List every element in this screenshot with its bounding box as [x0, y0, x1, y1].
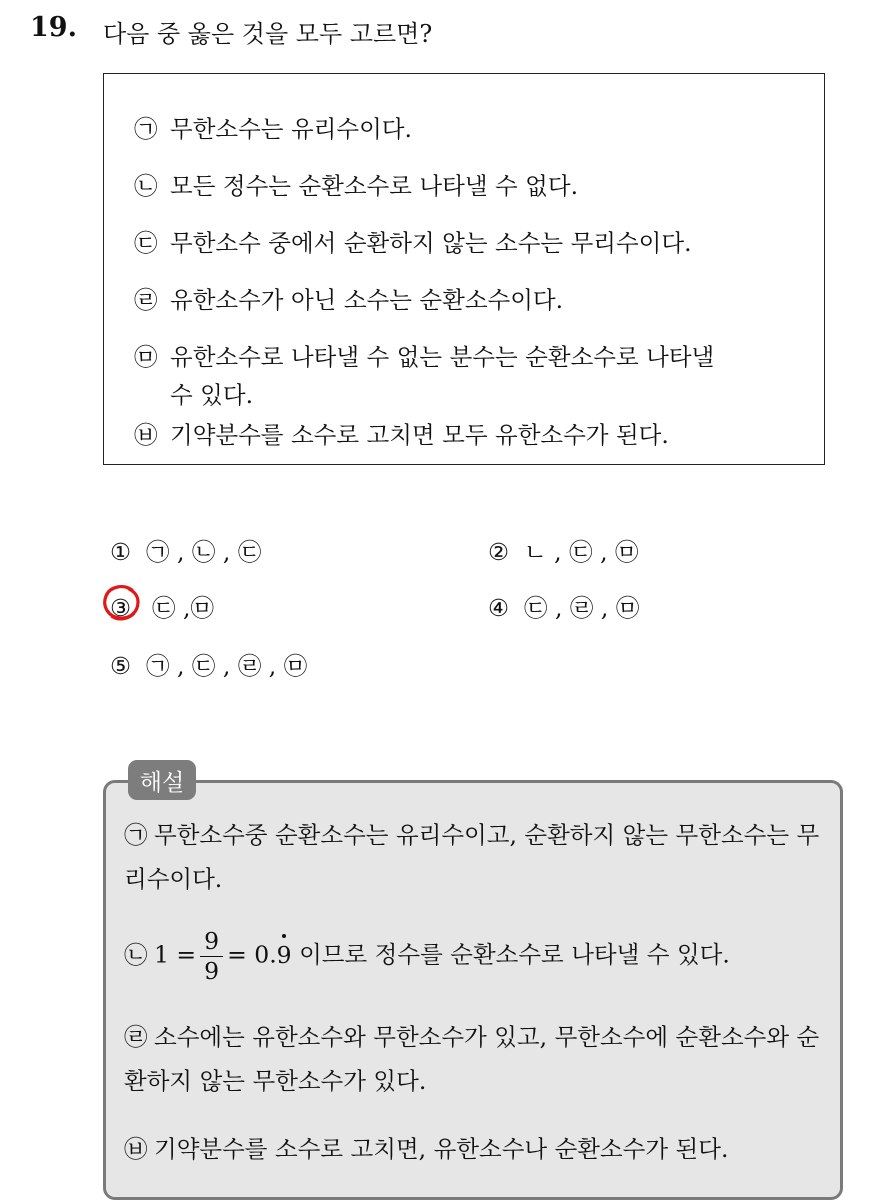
statement-text: 유한소수로 나타낼 수 없는 분수는 순환소수로 나타낼 [170, 343, 715, 371]
explanation-paragraph-3 [124, 1015, 829, 1103]
choice-number: ② [488, 538, 510, 566]
statement-continuation: 수 있다. [170, 381, 254, 409]
statement-mark: ㉤ [134, 343, 158, 371]
choice-5[interactable] [110, 647, 307, 681]
statement-mark: ㉡ [134, 172, 158, 200]
statement-text: 무한소수 중에서 순환하지 않는 소수는 무리수이다. [170, 229, 692, 257]
fraction-denominator: 9 [204, 956, 220, 985]
equation-lhs: 1 = [154, 940, 197, 969]
statement-mark: ㉥ [134, 421, 158, 449]
explanation-paragraph-2 [124, 929, 829, 983]
choice-number: ③ [110, 594, 132, 622]
statement-text: 무한소수는 유리수이다. [170, 115, 412, 143]
repeating-digit: 9 [277, 933, 292, 977]
statement-text: 모든 정수는 순환소수로 나타낼 수 없다. [170, 172, 579, 200]
statement-2 [134, 167, 578, 205]
statement-mark: ㉠ [134, 115, 158, 143]
statement-5 [134, 338, 714, 414]
explanation-mark: ㉡ [124, 940, 148, 969]
explanation-title-tab: 해설 [128, 760, 196, 800]
explanation-mark: ㉠ [124, 821, 148, 849]
explanation-box [103, 780, 843, 1200]
explanation-mark: ㉥ [124, 1135, 148, 1163]
statement-4 [134, 281, 563, 319]
explanation-text: 이므로 정수를 순환소수로 나타낼 수 있다. [299, 940, 730, 969]
choice-1[interactable] [110, 533, 261, 567]
equation-rhs: = 0. [227, 940, 277, 969]
choice-number: ④ [488, 594, 510, 622]
choice-text: ㄴ , ㉢ , ㉤ [524, 538, 639, 566]
fraction [200, 929, 223, 983]
explanation-mark: ㉣ [124, 1023, 148, 1051]
explanation-paragraph-4 [124, 1127, 829, 1171]
statement-6 [134, 416, 669, 454]
explanation-text: 무한소수중 순환소수는 유리수이고, 순환하지 않는 무한소수는 무리수이다. [124, 821, 820, 893]
explanation-paragraph-1 [124, 813, 829, 901]
explanation-text: 소수에는 유한소수와 무한소수가 있고, 무한소수에 순환소수와 순환하지 않는 무한소수가 있다. [124, 1023, 820, 1095]
statement-mark: ㉣ [134, 286, 158, 314]
choice-number: ⑤ [110, 652, 132, 680]
choice-text: ㉢ ,㉤ [152, 594, 214, 622]
question-text: 다음 중 옳은 것을 모두 고르면? [103, 20, 433, 48]
fraction-numerator: 9 [200, 929, 223, 957]
statement-mark: ㉢ [134, 229, 158, 257]
choice-text: ㉠ , ㉡ , ㉢ [146, 538, 262, 566]
choice-4[interactable] [488, 589, 639, 623]
choice-text: ㉠ , ㉢ , ㉣ , ㉤ [146, 652, 308, 680]
choice-2[interactable] [488, 533, 639, 567]
selected-answer-circle-icon [102, 584, 142, 622]
choice-number: ① [110, 538, 132, 566]
choice-text: ㉢ , ㉣ , ㉤ [524, 594, 640, 622]
statements-box [103, 73, 825, 465]
question-number: 19. [30, 12, 77, 43]
statement-text: 유한소수가 아닌 소수는 순환소수이다. [170, 286, 564, 314]
statement-3 [134, 224, 692, 262]
explanation-text: 기약분수를 소수로 고치면, 유한소수나 순환소수가 된다. [154, 1135, 729, 1163]
statement-text: 기약분수를 소수로 고치면 모두 유한소수가 된다. [170, 421, 669, 449]
statement-1 [134, 110, 412, 148]
